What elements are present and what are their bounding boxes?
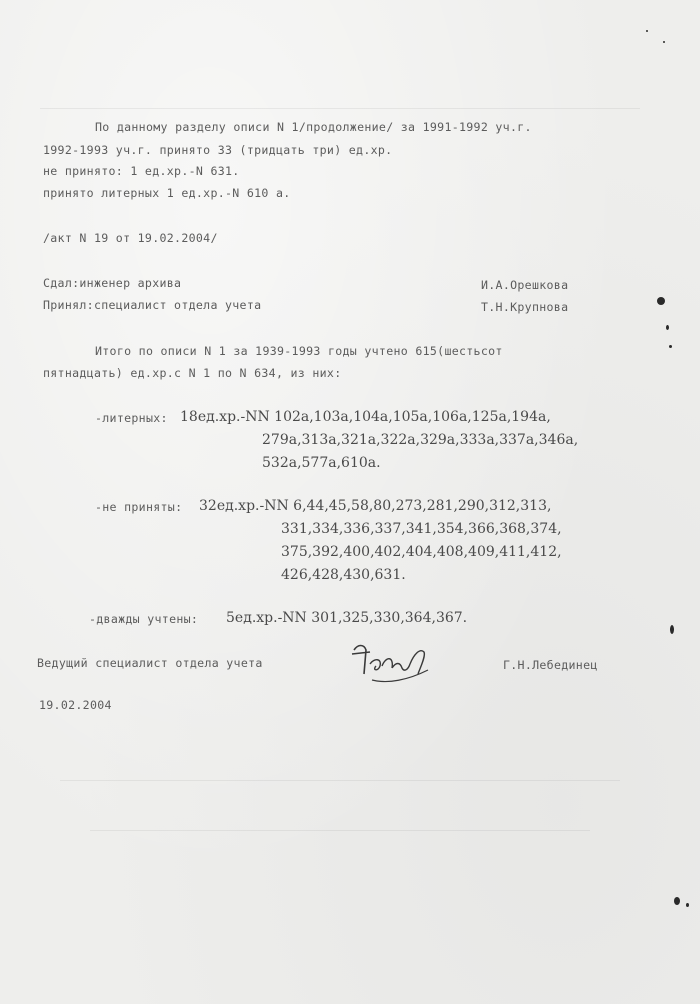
not-accepted-line-1: 32ед.хр.-NN 6,44,45,58,80,273,281,290,312,313, (199, 498, 552, 514)
scan-speck (646, 30, 648, 32)
signoff-position: Ведущий специалист отдела учета (37, 656, 263, 670)
not-accepted-label: -не приняты: (95, 500, 183, 514)
handover-received-label: Принял:специалист отдела учета (43, 298, 262, 312)
scan-artifact-line (40, 108, 640, 109)
handover-received-name: Т.Н.Крупнова (481, 300, 569, 314)
summary-line-1: По данному разделу описи N 1/продолжение/ за 1991-1992 уч.г. (95, 120, 532, 134)
twice-label: -дважды учтены: (89, 612, 199, 626)
summary-line-2: 1992-1993 уч.г. принято 33 (тридцать три) ед.хр. (43, 143, 393, 157)
summary-line-3: не принято: 1 ед.хр.-N 631. (43, 164, 240, 178)
scan-artifact-line (90, 830, 590, 831)
act-reference: /акт N 19 от 19.02.2004/ (43, 231, 218, 245)
signoff-name: Г.Н.Лебединец (503, 658, 598, 672)
literal-line-3: 532а,577а,610а. (262, 455, 381, 471)
literal-line-2: 279а,313а,321а,322а,329а,333а,337а,346а, (262, 432, 579, 448)
scan-artifact-line (60, 780, 620, 781)
scan-speck (663, 41, 665, 43)
handover-gave-name: И.А.Орешкова (481, 278, 569, 292)
not-accepted-line-3: 375,392,400,402,404,408,409,411,412, (281, 544, 562, 560)
summary-line-4: принято литерных 1 ед.хр.-N 610 а. (43, 186, 291, 200)
twice-line-1: 5ед.хр.-NN 301,325,330,364,367. (226, 610, 468, 626)
literal-line-1: 18ед.хр.-NN 102а,103а,104а,105а,106а,125а,194а, (180, 409, 551, 425)
document-date: 19.02.2004 (39, 698, 112, 712)
scan-speck (670, 625, 674, 634)
scan-speck (674, 897, 680, 905)
scan-speck (666, 325, 669, 330)
scan-speck (657, 297, 665, 305)
total-line-1: Итого по описи N 1 за 1939-1993 годы учтено 615(шестьсот (95, 344, 503, 358)
scan-speck (669, 345, 672, 348)
handover-gave-label: Сдал:инженер архива (43, 276, 182, 290)
not-accepted-line-2: 331,334,336,337,341,354,366,368,374, (281, 521, 562, 537)
total-line-2: пятнадцать) ед.хр.с N 1 по N 634, из них: (43, 366, 342, 380)
literal-label: -литерных: (95, 411, 168, 425)
not-accepted-line-4: 426,428,430,631. (281, 567, 406, 583)
scan-speck (686, 903, 689, 907)
handwritten-signature (348, 640, 434, 686)
